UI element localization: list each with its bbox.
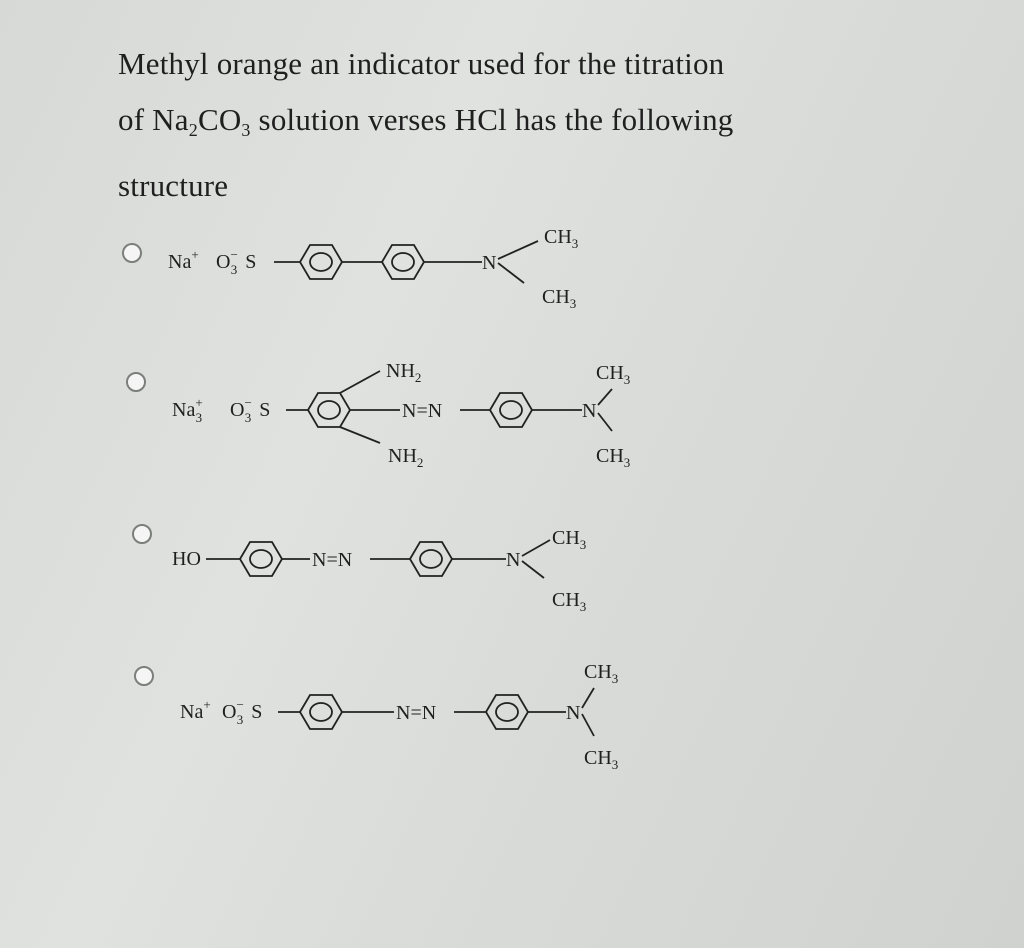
- amino-top-label: $NH_2$: [386, 360, 422, 385]
- benzene-ring-1: [300, 695, 342, 729]
- azo-label: N=N: [312, 549, 353, 571]
- benzene-ring-1: [308, 393, 350, 427]
- benzene-ring-1: [240, 542, 282, 576]
- methyl-top-label: $CH_3$: [584, 661, 619, 686]
- azo-label: N=N: [402, 400, 443, 422]
- nitrogen-label: N: [566, 702, 581, 724]
- benzene-ring-2: [382, 245, 424, 279]
- nitrogen-label: N: [506, 549, 521, 571]
- question-line-3: structure: [118, 168, 229, 203]
- sulfonate-label: O− 3 S: [222, 697, 263, 727]
- benzene-ring-2: [410, 542, 452, 576]
- sulfonate-label: O− 3 S: [216, 247, 257, 277]
- option-1-radio[interactable]: [122, 243, 142, 263]
- hydroxyl-label: HO: [172, 548, 201, 570]
- methyl-bottom-label: $CH_3$: [542, 286, 577, 311]
- option-2-radio[interactable]: [126, 372, 146, 392]
- methyl-top-label: $CH_3$: [544, 226, 579, 251]
- benzene-ring-1: [300, 245, 342, 279]
- benzene-ring-2: [486, 695, 528, 729]
- nitrogen-label: N: [482, 252, 497, 274]
- methyl-top-label: $CH_3$: [552, 527, 587, 552]
- option-3-structure: [170, 520, 770, 620]
- option-4-structure: [170, 650, 770, 770]
- question-text: [118, 36, 878, 214]
- question-line-1: Methyl orange an indicator used for the titration: [118, 46, 725, 81]
- option-2-structure: [160, 355, 760, 475]
- nitrogen-label: N: [582, 400, 597, 422]
- methyl-bottom-label: $CH_3$: [552, 589, 587, 614]
- azo-label: N=N: [396, 702, 437, 724]
- methyl-top-label: $CH_3$: [596, 362, 631, 387]
- sodium-label: Na+: [180, 697, 211, 723]
- sulfonate-label: O− 3 S: [230, 395, 271, 425]
- methyl-bottom-label: $CH_3$: [596, 445, 631, 470]
- sodium-label: Na+ 3: [172, 395, 203, 425]
- amino-bottom-label: $NH_2$: [388, 445, 424, 470]
- sodium-label: Na+: [168, 247, 199, 273]
- question-line-2: of $Na_2CO_3$ solution verses HCl has the following: [118, 102, 734, 140]
- methyl-bottom-label: $CH_3$: [584, 747, 619, 772]
- option-1-structure: [160, 215, 760, 315]
- option-3-radio[interactable]: [132, 524, 152, 544]
- benzene-ring-2: [490, 393, 532, 427]
- option-4-radio[interactable]: [134, 666, 154, 686]
